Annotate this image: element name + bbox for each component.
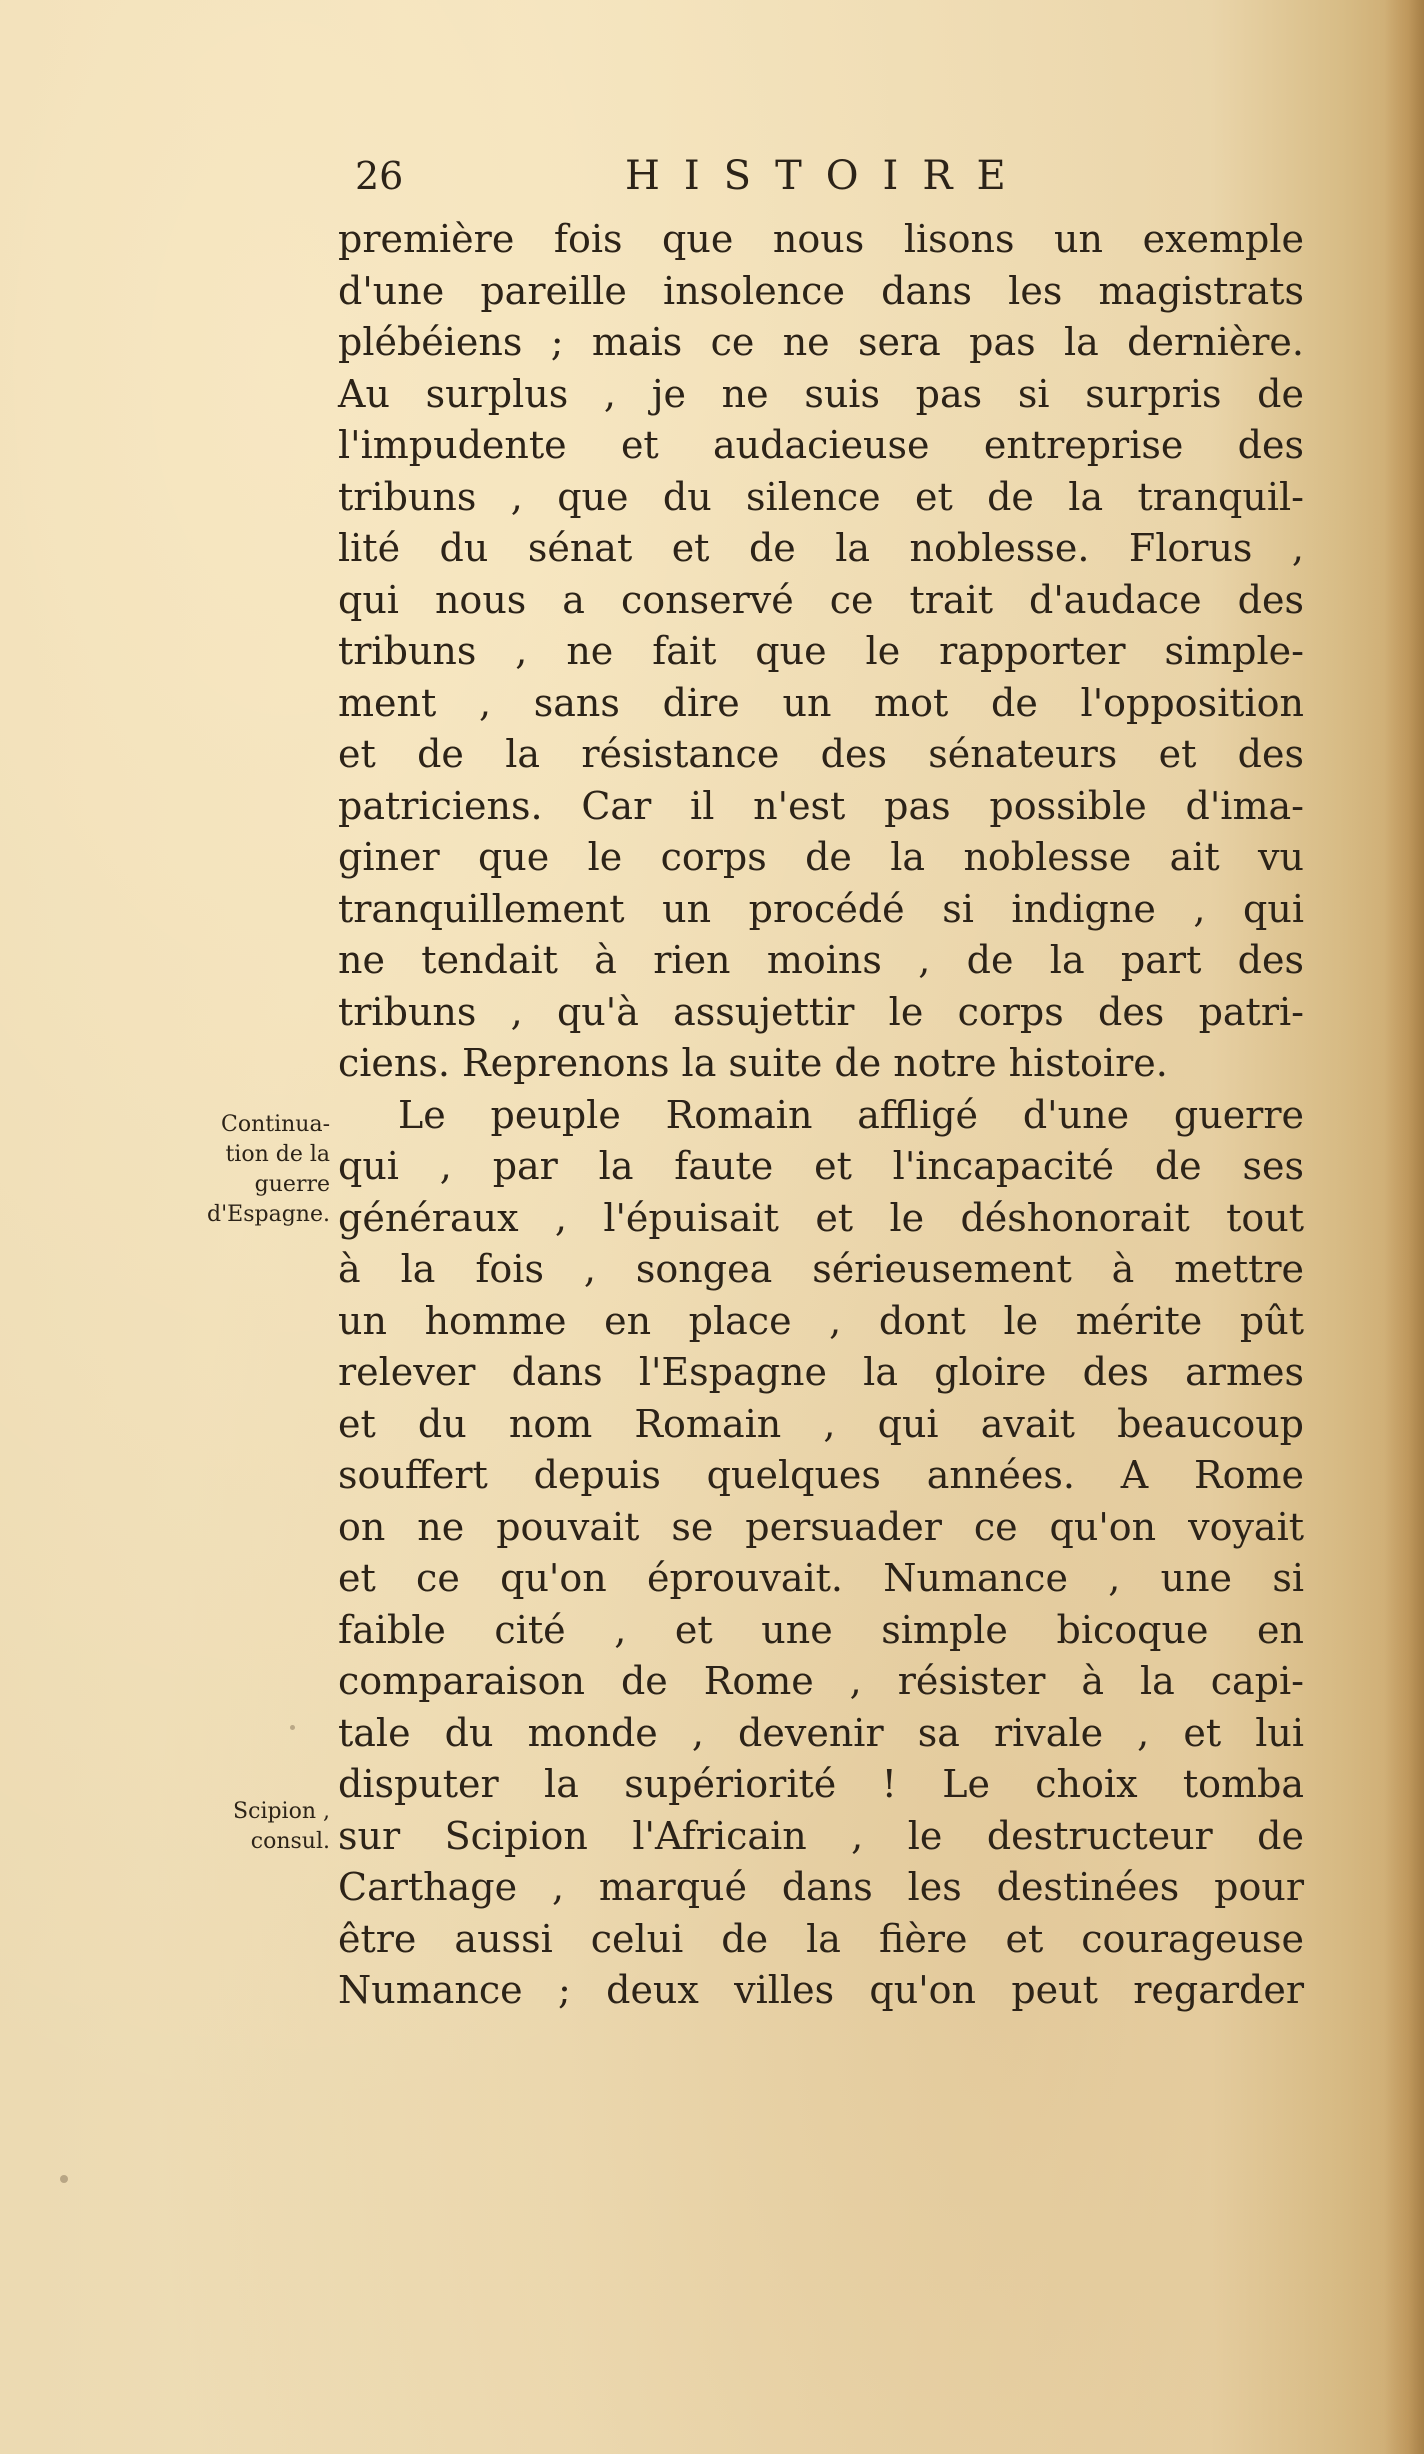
text-line: sur Scipion l'Africain , le destructeur de [338, 1813, 1304, 1858]
text-line: ciens. Reprenons la suite de notre histoire. [338, 1041, 1168, 1085]
text-line: être aussi celui de la fière et courageuse [338, 1916, 1304, 1961]
text-line: qui , par la faute et l'incapacité de ses [338, 1144, 1304, 1188]
text-line: Au surplus , je ne suis pas si surpris de [338, 371, 1304, 416]
text-line: l'impudente et audacieuse entreprise des [338, 423, 1304, 467]
text-line: tribuns , qu'à assujettir le corps des patri- [338, 989, 1304, 1034]
margin-note-line: tion de la [225, 1142, 330, 1167]
body-text [338, 214, 1304, 2017]
page-number: 26 [355, 154, 404, 198]
text-line: disputer la supériorité ! Le choix tomba [338, 1762, 1304, 1806]
text-line: tribuns , que du silence et de la tranquil- [338, 474, 1304, 519]
text-line: faible cité , et une simple bicoque en [338, 1607, 1304, 1652]
text-line: relever dans l'Espagne la gloire des armes [338, 1350, 1304, 1394]
text-line: première fois que nous lisons un exemple [338, 217, 1304, 261]
text-line: Le peuple Romain affligé d'une guerre [398, 1092, 1304, 1137]
margin-note-scipion [130, 1797, 330, 1857]
text-line: un homme en place , dont le mérite pût [338, 1298, 1304, 1343]
text-line: ment , sans dire un mot de l'opposition [338, 680, 1304, 725]
margin-note-line: guerre [254, 1172, 330, 1197]
margin-note-line: Continua- [220, 1112, 330, 1137]
margin-note-line: d'Espagne. [207, 1202, 330, 1227]
text-line: on ne pouvait se persuader ce qu'on voyait [338, 1504, 1304, 1549]
text-line: qui nous a conservé ce trait d'audace des [338, 577, 1304, 622]
text-line: Numance ; deux villes qu'on peut regarder [338, 1968, 1304, 2012]
text-line: généraux , l'épuisait et le déshonorait tout [338, 1195, 1304, 1240]
text-line: tranquillement un procédé si indigne , qui [338, 886, 1304, 931]
text-line: souffert depuis quelques années. A Rome [338, 1453, 1304, 1497]
page-edge-shadow [1384, 0, 1424, 2454]
text-line: et ce qu'on éprouvait. Numance , une si [338, 1556, 1304, 1600]
text-line: plébéiens ; mais ce ne sera pas la dernière. [338, 320, 1304, 364]
text-line: et du nom Romain , qui avait beaucoup [338, 1401, 1304, 1446]
paper-speck [290, 1725, 295, 1730]
text-line: giner que le corps de la noblesse ait vu [338, 835, 1304, 879]
text-line: Carthage , marqué dans les destinées pour [338, 1865, 1304, 1909]
margin-note-line: consul. [250, 1829, 330, 1854]
paper-speck [60, 2175, 68, 2183]
text-line: patriciens. Car il n'est pas possible d'ima- [338, 783, 1304, 828]
text-line: et de la résistance des sénateurs et des [338, 732, 1304, 776]
text-line: comparaison de Rome , résister à la capi- [338, 1659, 1304, 1703]
text-line: ne tendait à rien moins , de la part des [338, 938, 1304, 982]
page-header [355, 148, 1305, 204]
text-line: tale du monde , devenir sa rivale , et lui [338, 1710, 1304, 1755]
text-line: d'une pareille insolence dans les magistrats [338, 268, 1304, 313]
running-title: HISTOIRE [625, 153, 1030, 199]
text-line: à la fois , songea sérieusement à mettre [338, 1247, 1304, 1291]
text-line: lité du sénat et de la noblesse. Florus , [338, 526, 1304, 570]
margin-note-continuation [130, 1110, 330, 1230]
text-line: tribuns , ne fait que le rapporter simple- [338, 629, 1304, 673]
margin-note-line: Scipion , [233, 1799, 330, 1824]
